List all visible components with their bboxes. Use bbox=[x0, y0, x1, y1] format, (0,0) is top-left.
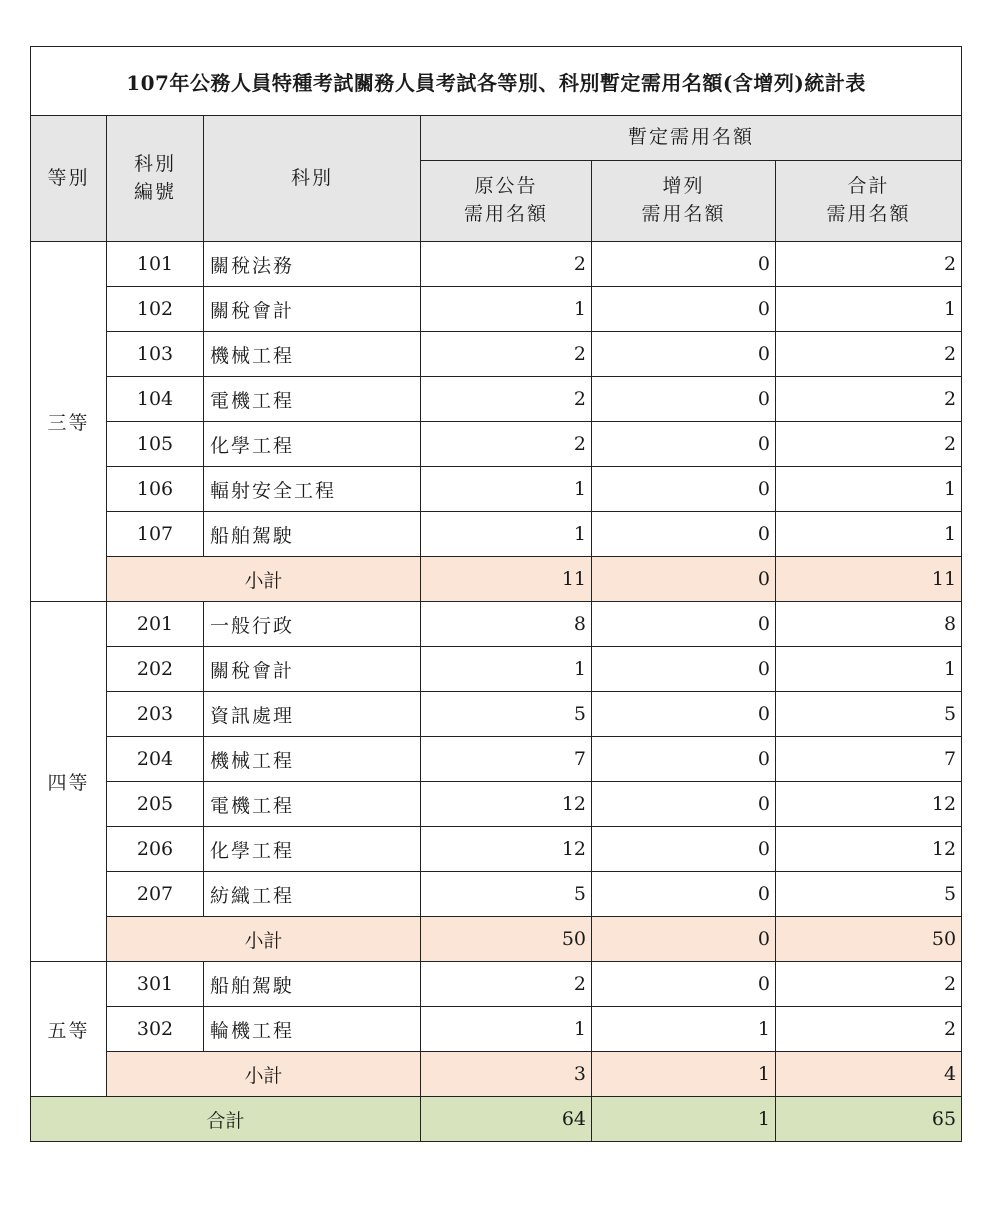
original-quota-cell: 2 bbox=[421, 377, 592, 422]
table-row bbox=[31, 872, 962, 917]
subject-cell: 船舶駕駛 bbox=[204, 962, 421, 1007]
table-row bbox=[31, 512, 962, 557]
subject-cell: 船舶駕駛 bbox=[204, 512, 421, 557]
subject-cell: 化學工程 bbox=[204, 827, 421, 872]
subject-cell: 輻射安全工程 bbox=[204, 467, 421, 512]
subtotal-row bbox=[31, 557, 962, 602]
table-row bbox=[31, 647, 962, 692]
original-quota-cell: 1 bbox=[421, 512, 592, 557]
code-cell: 201 bbox=[107, 602, 204, 647]
code-header-line2: 編號 bbox=[133, 180, 176, 203]
added-quota-cell: 0 bbox=[592, 422, 776, 467]
grand-total-original-quota: 64 bbox=[421, 1097, 592, 1142]
subtotal-original-quota: 50 bbox=[421, 917, 592, 962]
code-cell: 105 bbox=[107, 422, 204, 467]
original-quota-cell: 8 bbox=[421, 602, 592, 647]
table-title: 107年公務人員特種考試關務人員考試各等別、科別暫定需用名額(含增列)統計表 bbox=[31, 47, 962, 116]
grand-total-row bbox=[31, 1097, 962, 1142]
quota-group-header: 暫定需用名額 bbox=[421, 116, 962, 161]
subtotal-original-quota: 3 bbox=[421, 1052, 592, 1097]
table-row bbox=[31, 737, 962, 782]
total-quota-cell: 1 bbox=[776, 512, 962, 557]
table-row bbox=[31, 242, 962, 287]
total-quota-cell: 2 bbox=[776, 962, 962, 1007]
original-quota-header bbox=[421, 161, 592, 242]
original-quota-cell: 12 bbox=[421, 782, 592, 827]
total-quota-cell: 8 bbox=[776, 602, 962, 647]
quota-statistics-table bbox=[30, 46, 962, 1142]
added-quota-cell: 0 bbox=[592, 512, 776, 557]
total-quota-cell: 1 bbox=[776, 647, 962, 692]
code-cell: 103 bbox=[107, 332, 204, 377]
total-quota-cell: 2 bbox=[776, 1007, 962, 1052]
code-cell: 104 bbox=[107, 377, 204, 422]
table-row bbox=[31, 1007, 962, 1052]
total-quota-cell: 2 bbox=[776, 377, 962, 422]
table-row bbox=[31, 692, 962, 737]
added-quota-header-line1: 增列 bbox=[662, 175, 705, 198]
table-row bbox=[31, 827, 962, 872]
subject-cell: 一般行政 bbox=[204, 602, 421, 647]
code-cell: 101 bbox=[107, 242, 204, 287]
table-row bbox=[31, 467, 962, 512]
subtotal-original-quota: 11 bbox=[421, 557, 592, 602]
added-quota-cell: 0 bbox=[592, 602, 776, 647]
total-quota-header bbox=[776, 161, 962, 242]
subject-cell: 機械工程 bbox=[204, 737, 421, 782]
code-cell: 302 bbox=[107, 1007, 204, 1052]
code-cell: 301 bbox=[107, 962, 204, 1007]
table-row bbox=[31, 422, 962, 467]
table-row bbox=[31, 332, 962, 377]
subject-cell: 關稅會計 bbox=[204, 647, 421, 692]
grade-cell: 四等 bbox=[31, 602, 107, 962]
added-quota-header-line2: 需用名額 bbox=[641, 203, 726, 225]
subtotal-row bbox=[31, 917, 962, 962]
added-quota-cell: 1 bbox=[592, 1007, 776, 1052]
subtotal-total-quota: 11 bbox=[776, 557, 962, 602]
original-quota-cell: 2 bbox=[421, 962, 592, 1007]
original-quota-cell: 1 bbox=[421, 287, 592, 332]
code-cell: 205 bbox=[107, 782, 204, 827]
subtotal-total-quota: 50 bbox=[776, 917, 962, 962]
title-row bbox=[31, 47, 962, 116]
added-quota-cell: 0 bbox=[592, 647, 776, 692]
original-quota-cell: 2 bbox=[421, 422, 592, 467]
subject-cell: 資訊處理 bbox=[204, 692, 421, 737]
added-quota-cell: 0 bbox=[592, 872, 776, 917]
subtotal-label: 小計 bbox=[107, 917, 421, 962]
code-cell: 202 bbox=[107, 647, 204, 692]
total-quota-cell: 2 bbox=[776, 332, 962, 377]
code-cell: 106 bbox=[107, 467, 204, 512]
grand-total-added-quota: 1 bbox=[592, 1097, 776, 1142]
original-quota-header-line2: 需用名額 bbox=[463, 203, 548, 225]
subject-cell: 機械工程 bbox=[204, 332, 421, 377]
original-quota-cell: 1 bbox=[421, 647, 592, 692]
original-quota-cell: 12 bbox=[421, 827, 592, 872]
original-quota-cell: 2 bbox=[421, 332, 592, 377]
added-quota-cell: 0 bbox=[592, 737, 776, 782]
subject-cell: 輪機工程 bbox=[204, 1007, 421, 1052]
added-quota-cell: 0 bbox=[592, 782, 776, 827]
subject-cell: 關稅會計 bbox=[204, 287, 421, 332]
added-quota-cell: 0 bbox=[592, 287, 776, 332]
table-row bbox=[31, 782, 962, 827]
code-cell: 207 bbox=[107, 872, 204, 917]
added-quota-cell: 0 bbox=[592, 332, 776, 377]
total-quota-header-line1: 合計 bbox=[847, 175, 890, 198]
code-cell: 102 bbox=[107, 287, 204, 332]
subtotal-row bbox=[31, 1052, 962, 1097]
total-quota-cell: 5 bbox=[776, 692, 962, 737]
code-cell: 203 bbox=[107, 692, 204, 737]
subject-cell: 化學工程 bbox=[204, 422, 421, 467]
original-quota-cell: 5 bbox=[421, 872, 592, 917]
subtotal-total-quota: 4 bbox=[776, 1052, 962, 1097]
subtotal-added-quota: 0 bbox=[592, 917, 776, 962]
added-quota-cell: 0 bbox=[592, 242, 776, 287]
total-quota-cell: 7 bbox=[776, 737, 962, 782]
subtotal-added-quota: 0 bbox=[592, 557, 776, 602]
total-quota-cell: 12 bbox=[776, 782, 962, 827]
original-quota-cell: 7 bbox=[421, 737, 592, 782]
table-row bbox=[31, 287, 962, 332]
original-quota-cell: 1 bbox=[421, 467, 592, 512]
total-quota-cell: 12 bbox=[776, 827, 962, 872]
total-quota-cell: 5 bbox=[776, 872, 962, 917]
total-quota-cell: 2 bbox=[776, 242, 962, 287]
table-row bbox=[31, 962, 962, 1007]
added-quota-cell: 0 bbox=[592, 962, 776, 1007]
subject-cell: 關稅法務 bbox=[204, 242, 421, 287]
subject-cell: 紡織工程 bbox=[204, 872, 421, 917]
subject-cell: 電機工程 bbox=[204, 782, 421, 827]
grade-cell: 五等 bbox=[31, 962, 107, 1097]
code-header bbox=[107, 116, 204, 242]
total-quota-cell: 1 bbox=[776, 287, 962, 332]
total-quota-cell: 1 bbox=[776, 467, 962, 512]
original-quota-cell: 1 bbox=[421, 1007, 592, 1052]
code-header-line1: 科別 bbox=[133, 152, 176, 175]
added-quota-cell: 0 bbox=[592, 467, 776, 512]
grand-total-total-quota: 65 bbox=[776, 1097, 962, 1142]
table-row bbox=[31, 602, 962, 647]
subtotal-label: 小計 bbox=[107, 1052, 421, 1097]
added-quota-cell: 0 bbox=[592, 377, 776, 422]
table-row bbox=[31, 377, 962, 422]
total-quota-header-line2: 需用名額 bbox=[826, 203, 911, 225]
header-row-1 bbox=[31, 116, 962, 161]
code-cell: 107 bbox=[107, 512, 204, 557]
total-quota-cell: 2 bbox=[776, 422, 962, 467]
subject-header: 科別 bbox=[204, 116, 421, 242]
added-quota-header bbox=[592, 161, 776, 242]
grade-header: 等別 bbox=[31, 116, 107, 242]
original-quota-cell: 2 bbox=[421, 242, 592, 287]
added-quota-cell: 0 bbox=[592, 827, 776, 872]
original-quota-header-line1: 原公告 bbox=[474, 175, 538, 198]
subtotal-added-quota: 1 bbox=[592, 1052, 776, 1097]
original-quota-cell: 5 bbox=[421, 692, 592, 737]
code-cell: 204 bbox=[107, 737, 204, 782]
subtotal-label: 小計 bbox=[107, 557, 421, 602]
code-cell: 206 bbox=[107, 827, 204, 872]
grand-total-label: 合計 bbox=[31, 1097, 421, 1142]
added-quota-cell: 0 bbox=[592, 692, 776, 737]
grade-cell: 三等 bbox=[31, 242, 107, 602]
subject-cell: 電機工程 bbox=[204, 377, 421, 422]
